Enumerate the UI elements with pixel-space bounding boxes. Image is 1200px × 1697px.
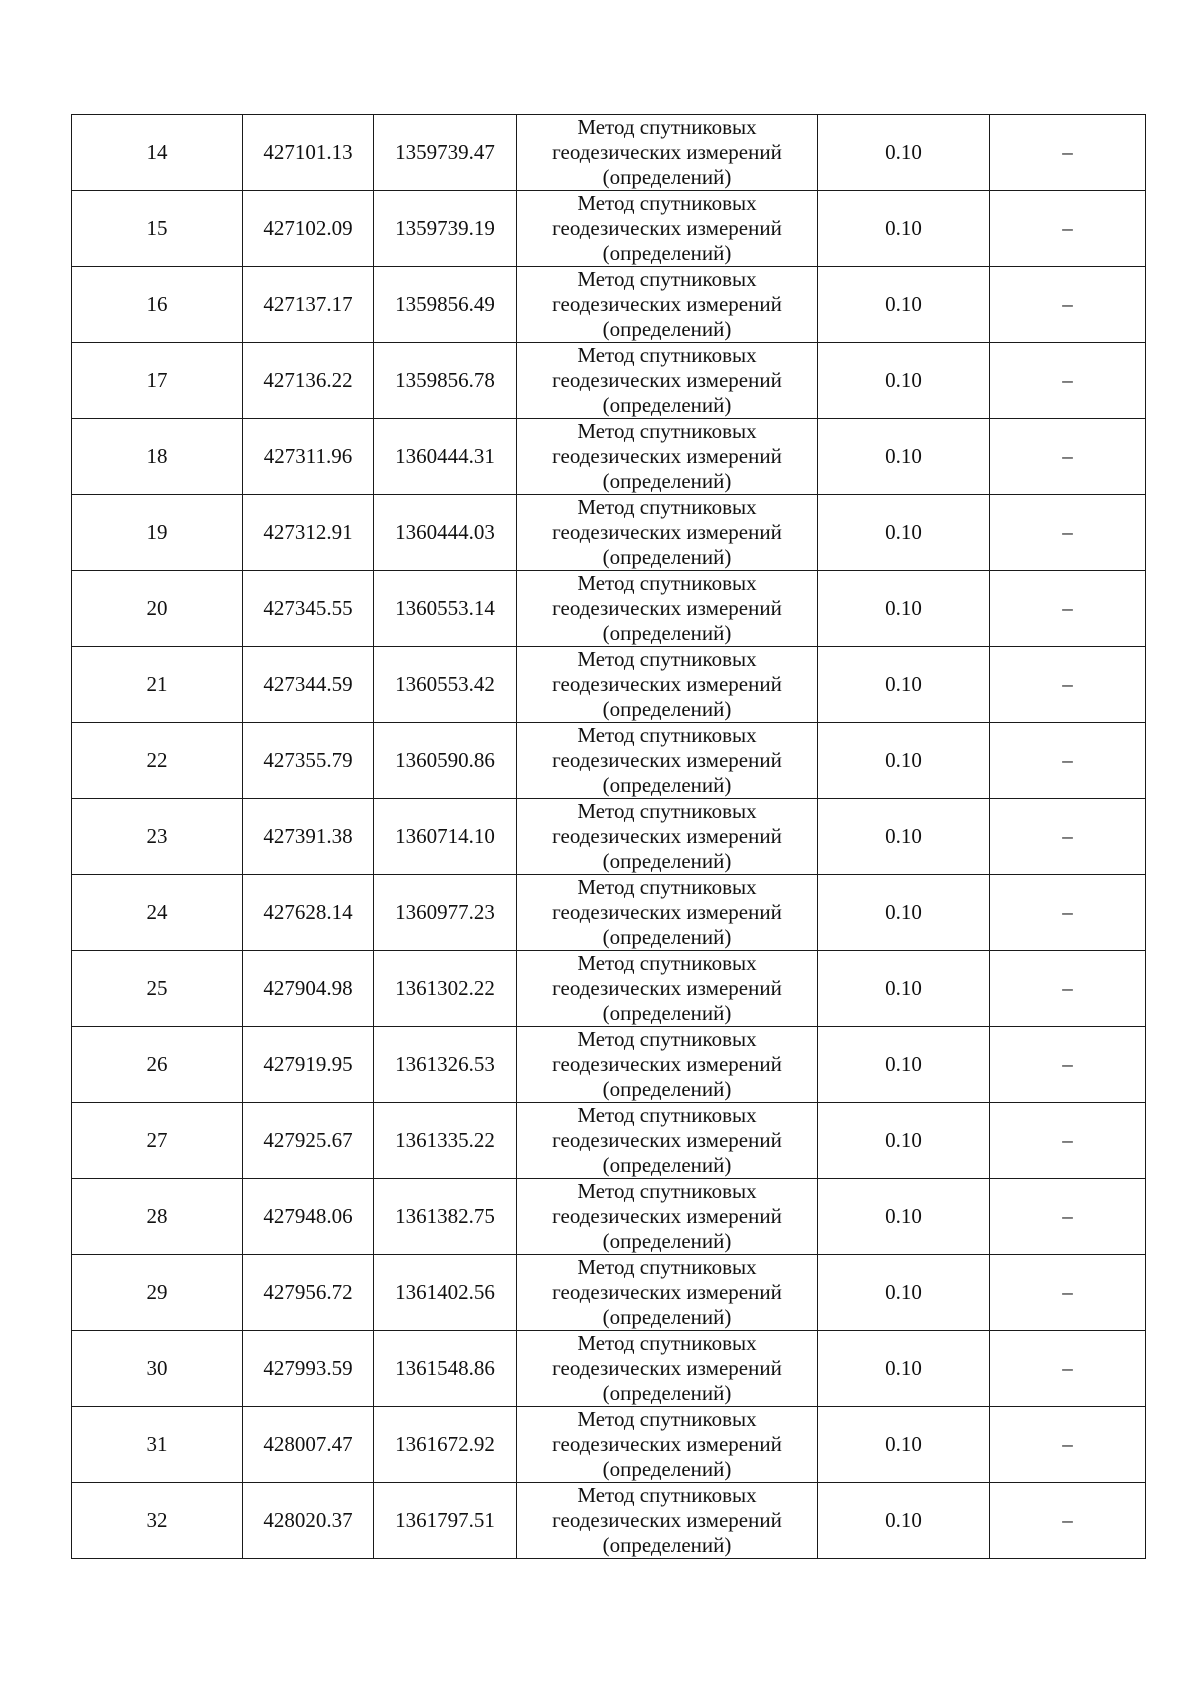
method-text-line: геодезических измерений	[552, 1052, 782, 1076]
point-number-cell: 23	[72, 799, 243, 875]
method-text-line: (определений)	[602, 1305, 732, 1329]
point-number-cell: 22	[72, 723, 243, 799]
y-coordinate-cell: 1361382.75	[374, 1179, 517, 1255]
note-cell: –	[990, 1407, 1146, 1483]
method-text-line: Метод спутниковых	[577, 191, 757, 215]
x-coordinate-cell: 427137.17	[243, 267, 374, 343]
y-coordinate-cell: 1360590.86	[374, 723, 517, 799]
accuracy-cell: 0.10	[818, 1483, 990, 1559]
accuracy-cell: 0.10	[818, 951, 990, 1027]
table-row	[72, 1027, 1146, 1103]
method-cell	[517, 495, 818, 571]
point-number-cell: 27	[72, 1103, 243, 1179]
method-cell	[517, 267, 818, 343]
method-text-line: (определений)	[602, 393, 732, 417]
method-text-line: Метод спутниковых	[577, 1027, 757, 1051]
accuracy-cell: 0.10	[818, 647, 990, 723]
method-text-line: Метод спутниковых	[577, 1179, 757, 1203]
table-row	[72, 343, 1146, 419]
method-text-line: (определений)	[602, 317, 732, 341]
method-text-line: Метод спутниковых	[577, 1331, 757, 1355]
table-row	[72, 1255, 1146, 1331]
accuracy-cell: 0.10	[818, 571, 990, 647]
y-coordinate-cell: 1361302.22	[374, 951, 517, 1027]
table-row	[72, 495, 1146, 571]
accuracy-cell: 0.10	[818, 419, 990, 495]
method-text-line: (определений)	[602, 621, 732, 645]
note-cell: –	[990, 1255, 1146, 1331]
method-text-line: Метод спутниковых	[577, 115, 757, 139]
method-cell	[517, 1179, 818, 1255]
method-cell	[517, 1483, 818, 1559]
method-text-line: геодезических измерений	[552, 748, 782, 772]
accuracy-cell: 0.10	[818, 1331, 990, 1407]
y-coordinate-cell: 1360553.42	[374, 647, 517, 723]
method-text-line: геодезических измерений	[552, 444, 782, 468]
note-cell: –	[990, 799, 1146, 875]
method-cell	[517, 1027, 818, 1103]
point-number-cell: 15	[72, 191, 243, 267]
method-text-line: Метод спутниковых	[577, 495, 757, 519]
method-text-line: геодезических измерений	[552, 1508, 782, 1532]
note-cell: –	[990, 419, 1146, 495]
method-text-line: геодезических измерений	[552, 976, 782, 1000]
x-coordinate-cell: 427919.95	[243, 1027, 374, 1103]
table-row	[72, 951, 1146, 1027]
x-coordinate-cell: 427344.59	[243, 647, 374, 723]
accuracy-cell: 0.10	[818, 1255, 990, 1331]
point-number-cell: 19	[72, 495, 243, 571]
table-row	[72, 571, 1146, 647]
method-cell	[517, 191, 818, 267]
note-cell: –	[990, 647, 1146, 723]
accuracy-cell: 0.10	[818, 1179, 990, 1255]
x-coordinate-cell: 427345.55	[243, 571, 374, 647]
method-text-line: геодезических измерений	[552, 1432, 782, 1456]
y-coordinate-cell: 1361548.86	[374, 1331, 517, 1407]
accuracy-cell: 0.10	[818, 1103, 990, 1179]
coordinates-table	[71, 114, 1146, 1559]
table-row	[72, 1407, 1146, 1483]
method-cell	[517, 1103, 818, 1179]
note-cell: –	[990, 571, 1146, 647]
method-text-line: геодезических измерений	[552, 1356, 782, 1380]
point-number-cell: 24	[72, 875, 243, 951]
note-cell: –	[990, 1027, 1146, 1103]
accuracy-cell: 0.10	[818, 875, 990, 951]
accuracy-cell: 0.10	[818, 723, 990, 799]
accuracy-cell: 0.10	[818, 1027, 990, 1103]
x-coordinate-cell: 427925.67	[243, 1103, 374, 1179]
table-row	[72, 875, 1146, 951]
accuracy-cell: 0.10	[818, 799, 990, 875]
method-text-line: (определений)	[602, 1001, 732, 1025]
table-row	[72, 115, 1146, 191]
x-coordinate-cell: 427311.96	[243, 419, 374, 495]
method-text-line: геодезических измерений	[552, 824, 782, 848]
method-text-line: (определений)	[602, 849, 732, 873]
table-row	[72, 191, 1146, 267]
method-text-line: геодезических измерений	[552, 900, 782, 924]
point-number-cell: 31	[72, 1407, 243, 1483]
method-text-line: Метод спутниковых	[577, 1255, 757, 1279]
method-text-line: (определений)	[602, 1533, 732, 1557]
method-text-line: (определений)	[602, 925, 732, 949]
note-cell: –	[990, 115, 1146, 191]
method-text-line: Метод спутниковых	[577, 647, 757, 671]
y-coordinate-cell: 1360977.23	[374, 875, 517, 951]
y-coordinate-cell: 1359739.47	[374, 115, 517, 191]
x-coordinate-cell: 427993.59	[243, 1331, 374, 1407]
method-text-line: Метод спутниковых	[577, 267, 757, 291]
x-coordinate-cell: 427391.38	[243, 799, 374, 875]
point-number-cell: 26	[72, 1027, 243, 1103]
table-row	[72, 419, 1146, 495]
accuracy-cell: 0.10	[818, 495, 990, 571]
method-text-line: геодезических измерений	[552, 1128, 782, 1152]
point-number-cell: 28	[72, 1179, 243, 1255]
table-row	[72, 1331, 1146, 1407]
note-cell: –	[990, 495, 1146, 571]
method-text-line: Метод спутниковых	[577, 419, 757, 443]
method-text-line: (определений)	[602, 1381, 732, 1405]
table-row	[72, 267, 1146, 343]
accuracy-cell: 0.10	[818, 343, 990, 419]
method-text-line: (определений)	[602, 165, 732, 189]
method-cell	[517, 1407, 818, 1483]
method-cell	[517, 1255, 818, 1331]
note-cell: –	[990, 267, 1146, 343]
table-row	[72, 647, 1146, 723]
note-cell: –	[990, 343, 1146, 419]
x-coordinate-cell: 427904.98	[243, 951, 374, 1027]
point-number-cell: 29	[72, 1255, 243, 1331]
accuracy-cell: 0.10	[818, 1407, 990, 1483]
x-coordinate-cell: 427312.91	[243, 495, 374, 571]
table-row	[72, 723, 1146, 799]
y-coordinate-cell: 1361402.56	[374, 1255, 517, 1331]
point-number-cell: 14	[72, 115, 243, 191]
method-cell	[517, 723, 818, 799]
x-coordinate-cell: 427102.09	[243, 191, 374, 267]
table-row	[72, 1483, 1146, 1559]
x-coordinate-cell: 428007.47	[243, 1407, 374, 1483]
method-text-line: Метод спутниковых	[577, 343, 757, 367]
point-number-cell: 25	[72, 951, 243, 1027]
table-row	[72, 1179, 1146, 1255]
method-text-line: геодезических измерений	[552, 1280, 782, 1304]
method-cell	[517, 799, 818, 875]
method-text-line: геодезических измерений	[552, 292, 782, 316]
method-text-line: (определений)	[602, 469, 732, 493]
method-text-line: (определений)	[602, 1229, 732, 1253]
method-text-line: геодезических измерений	[552, 140, 782, 164]
x-coordinate-cell: 427101.13	[243, 115, 374, 191]
method-text-line: геодезических измерений	[552, 672, 782, 696]
point-number-cell: 30	[72, 1331, 243, 1407]
x-coordinate-cell: 427355.79	[243, 723, 374, 799]
method-text-line: Метод спутниковых	[577, 1407, 757, 1431]
method-cell	[517, 419, 818, 495]
x-coordinate-cell: 427948.06	[243, 1179, 374, 1255]
method-text-line: (определений)	[602, 1457, 732, 1481]
method-text-line: геодезических измерений	[552, 368, 782, 392]
point-number-cell: 18	[72, 419, 243, 495]
note-cell: –	[990, 1103, 1146, 1179]
method-text-line: Метод спутниковых	[577, 571, 757, 595]
x-coordinate-cell: 427956.72	[243, 1255, 374, 1331]
x-coordinate-cell: 428020.37	[243, 1483, 374, 1559]
method-cell	[517, 343, 818, 419]
method-text-line: Метод спутниковых	[577, 799, 757, 823]
y-coordinate-cell: 1361326.53	[374, 1027, 517, 1103]
table-row	[72, 799, 1146, 875]
accuracy-cell: 0.10	[818, 267, 990, 343]
method-cell	[517, 951, 818, 1027]
method-text-line: (определений)	[602, 697, 732, 721]
accuracy-cell: 0.10	[818, 191, 990, 267]
method-text-line: геодезических измерений	[552, 216, 782, 240]
point-number-cell: 16	[72, 267, 243, 343]
method-text-line: Метод спутниковых	[577, 951, 757, 975]
method-cell	[517, 647, 818, 723]
method-text-line: (определений)	[602, 241, 732, 265]
note-cell: –	[990, 191, 1146, 267]
method-text-line: Метод спутниковых	[577, 1103, 757, 1127]
y-coordinate-cell: 1360714.10	[374, 799, 517, 875]
y-coordinate-cell: 1360444.03	[374, 495, 517, 571]
method-text-line: геодезических измерений	[552, 1204, 782, 1228]
y-coordinate-cell: 1360444.31	[374, 419, 517, 495]
accuracy-cell: 0.10	[818, 115, 990, 191]
note-cell: –	[990, 1483, 1146, 1559]
y-coordinate-cell: 1361672.92	[374, 1407, 517, 1483]
y-coordinate-cell: 1359856.78	[374, 343, 517, 419]
method-text-line: Метод спутниковых	[577, 1483, 757, 1507]
y-coordinate-cell: 1361335.22	[374, 1103, 517, 1179]
method-text-line: Метод спутниковых	[577, 875, 757, 899]
note-cell: –	[990, 1179, 1146, 1255]
point-number-cell: 17	[72, 343, 243, 419]
method-text-line: геодезических измерений	[552, 520, 782, 544]
y-coordinate-cell: 1359739.19	[374, 191, 517, 267]
method-text-line: геодезических измерений	[552, 596, 782, 620]
point-number-cell: 21	[72, 647, 243, 723]
method-text-line: (определений)	[602, 545, 732, 569]
point-number-cell: 20	[72, 571, 243, 647]
method-cell	[517, 115, 818, 191]
method-cell	[517, 875, 818, 951]
method-text-line: (определений)	[602, 1077, 732, 1101]
note-cell: –	[990, 1331, 1146, 1407]
table-row	[72, 1103, 1146, 1179]
y-coordinate-cell: 1360553.14	[374, 571, 517, 647]
method-text-line: Метод спутниковых	[577, 723, 757, 747]
x-coordinate-cell: 427136.22	[243, 343, 374, 419]
note-cell: –	[990, 951, 1146, 1027]
method-cell	[517, 1331, 818, 1407]
method-text-line: (определений)	[602, 773, 732, 797]
point-number-cell: 32	[72, 1483, 243, 1559]
method-cell	[517, 571, 818, 647]
table-body	[72, 115, 1146, 1559]
note-cell: –	[990, 723, 1146, 799]
method-text-line: (определений)	[602, 1153, 732, 1177]
y-coordinate-cell: 1359856.49	[374, 267, 517, 343]
y-coordinate-cell: 1361797.51	[374, 1483, 517, 1559]
note-cell: –	[990, 875, 1146, 951]
x-coordinate-cell: 427628.14	[243, 875, 374, 951]
